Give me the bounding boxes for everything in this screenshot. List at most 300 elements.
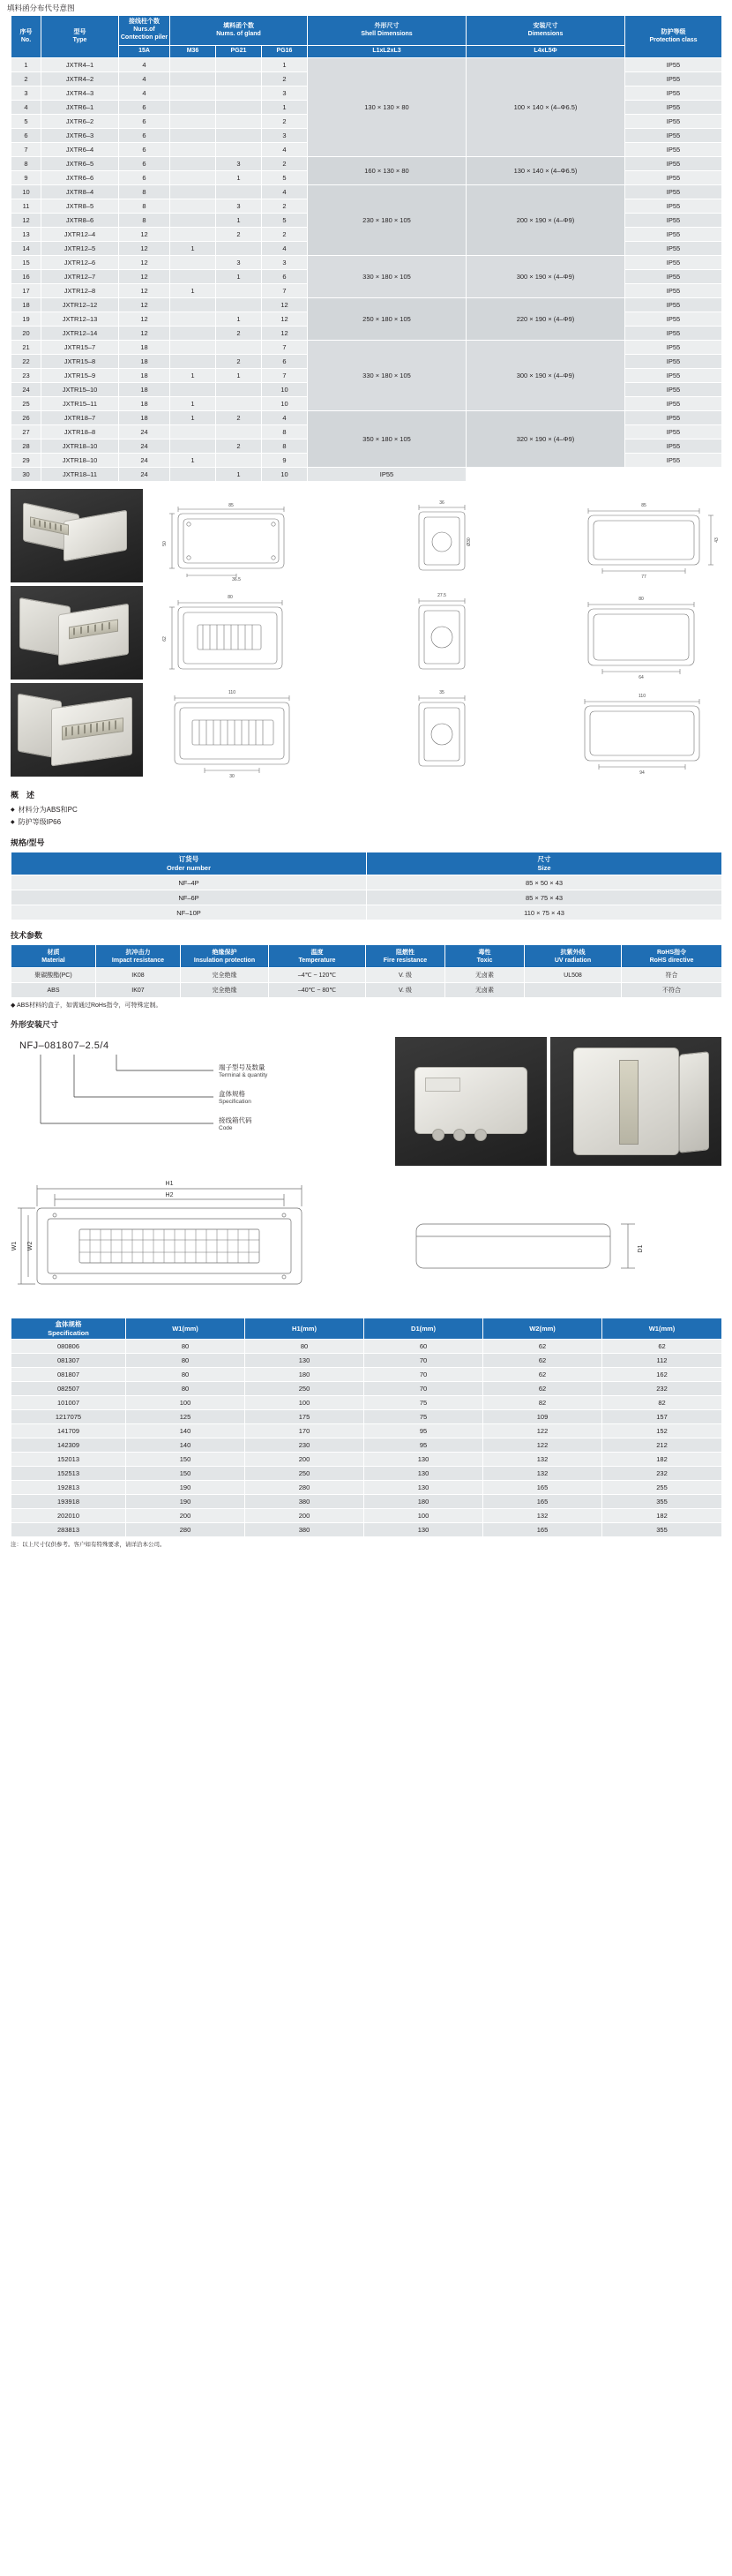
size-cell-10-2: 280 (245, 1481, 364, 1495)
spec-cell-pg21 (216, 129, 262, 143)
tech-header-en-3: Temperature (298, 957, 336, 964)
spec-cell-no: 19 (11, 312, 41, 327)
th-shell-en: Shell Dimensions (361, 30, 413, 37)
size-cell-5-1: 125 (126, 1410, 245, 1424)
size-cell-5-5: 157 (602, 1410, 722, 1424)
size-cell-1-2: 130 (245, 1354, 364, 1368)
drawing-row-1 (152, 489, 721, 586)
spec-cell-shell: 160 × 130 × 80 (308, 157, 467, 185)
spec-cell-no: 12 (11, 214, 41, 228)
size-cell-0-3: 60 (364, 1340, 483, 1354)
table-row (11, 905, 722, 920)
tech-cell-1-4: V. 级 (366, 983, 445, 998)
spec-cell-no: 7 (11, 143, 41, 157)
spec-cell-type: JXTR12–8 (41, 284, 119, 298)
order-section-title: 规格/型号 (11, 838, 45, 848)
tech-header-7 (622, 945, 722, 968)
svg-text:Ø30: Ø30 (466, 537, 472, 546)
th-protection-en: Protection class (649, 36, 698, 43)
spec-cell-15a: 18 (119, 355, 170, 369)
size-header-cn-1: W1(mm) (172, 1325, 198, 1333)
spec-cell-ip: IP55 (625, 383, 722, 397)
overview-bullet-1: ◆ 防护等级IP66 (11, 816, 732, 829)
spec-table (11, 15, 722, 482)
spec-cell-pg21: 1 (216, 468, 262, 482)
size-cell-0-5: 62 (602, 1340, 722, 1354)
tech-header-en-7: RoHS directive (649, 957, 694, 964)
spec-cell-m36 (170, 439, 216, 454)
spec-cell-15a: 8 (119, 214, 170, 228)
spec-cell-ip: IP55 (625, 199, 722, 214)
spec-cell-pg16: 3 (262, 86, 308, 101)
size-cell-11-1: 190 (126, 1495, 245, 1509)
size-cell-0-0: 080806 (11, 1340, 126, 1354)
legend-code-en: Code (219, 1124, 233, 1131)
th-terminal-cn: 接线柱个数 (129, 19, 160, 26)
footnote: 注：以上尺寸仅供参考。客户如有特殊要求，请详洽本公司。 (11, 1542, 166, 1549)
technical-drawings (152, 489, 721, 780)
size-cell-11-4: 165 (483, 1495, 602, 1509)
spec-cell-15a: 12 (119, 228, 170, 242)
spec-cell-pg16: 10 (262, 468, 308, 482)
size-cell-8-3: 130 (364, 1453, 483, 1467)
spec-cell-type: JXTR15–9 (41, 369, 119, 383)
spec-cell-pg21 (216, 397, 262, 411)
spec-cell-pg16: 12 (262, 312, 308, 327)
spec-cell-no: 17 (11, 284, 41, 298)
size-cell-12-4: 132 (483, 1509, 602, 1523)
spec-cell-ip: IP55 (625, 298, 722, 312)
spec-cell-mount: 320 × 190 × (4–Φ9) (467, 411, 625, 468)
spec-cell-pg21: 1 (216, 312, 262, 327)
tech-cell-0-1: IK08 (96, 968, 181, 983)
spec-cell-m36 (170, 312, 216, 327)
spec-cell-no: 21 (11, 341, 41, 355)
spec-cell-type: JXTR15–7 (41, 341, 119, 355)
table-row (11, 1424, 722, 1438)
size-cell-2-5: 162 (602, 1368, 722, 1382)
size-cell-12-3: 100 (364, 1509, 483, 1523)
spec-cell-no: 11 (11, 199, 41, 214)
spec-cell-ip: IP55 (625, 439, 722, 454)
spec-cell-no: 20 (11, 327, 41, 341)
size-cell-6-0: 141709 (11, 1424, 126, 1438)
spec-cell-type: JXTR6–4 (41, 143, 119, 157)
spec-cell-15a: 8 (119, 199, 170, 214)
size-cell-4-5: 82 (602, 1396, 722, 1410)
drawing-front-view (567, 489, 721, 586)
tech-header-0 (11, 945, 96, 968)
spec-cell-shell: 230 × 180 × 105 (308, 185, 467, 256)
spec-cell-type: JXTR8–4 (41, 185, 119, 199)
size-cell-1-5: 112 (602, 1354, 722, 1368)
tech-header-6 (525, 945, 622, 968)
th-type (41, 16, 119, 58)
spec-cell-pg16: 2 (262, 199, 308, 214)
spec-cell-pg16: 8 (262, 425, 308, 439)
spec-cell-15a: 6 (119, 115, 170, 129)
spec-cell-pg21: 1 (216, 171, 262, 185)
th-pg16: PG16 (262, 46, 308, 58)
drawing-front-view-2 (567, 586, 721, 683)
th-protection-cn: 防护等级 (661, 28, 686, 35)
size-cell-7-5: 212 (602, 1438, 722, 1453)
size-table (11, 1318, 722, 1537)
svg-text:27.5: 27.5 (437, 593, 446, 598)
spec-cell-ip: IP55 (625, 270, 722, 284)
spec-cell-15a: 8 (119, 185, 170, 199)
spec-cell-no: 5 (11, 115, 41, 129)
spec-cell-ip: IP55 (625, 157, 722, 171)
spec-cell-ip: IP55 (625, 341, 722, 355)
spec-cell-m36: 1 (170, 242, 216, 256)
spec-cell-pg21 (216, 101, 262, 115)
size-cell-11-2: 380 (245, 1495, 364, 1509)
spec-cell-mount: 130 × 140 × (4–Φ6.5) (467, 157, 625, 185)
spec-cell-15a: 12 (119, 284, 170, 298)
svg-text:85: 85 (228, 503, 234, 508)
spec-cell-type: JXTR4–3 (41, 86, 119, 101)
size-cell-0-2: 80 (245, 1340, 364, 1354)
table-row (11, 983, 722, 998)
svg-text:64: 64 (639, 675, 644, 680)
spec-cell-ip: IP55 (625, 171, 722, 185)
tech-cell-0-7: 符合 (622, 968, 722, 983)
th-mount-cn: 安装尺寸 (533, 22, 558, 29)
svg-text:36.5: 36.5 (232, 577, 241, 582)
tech-cell-1-0: ABS (11, 983, 96, 998)
spec-cell-ip: IP55 (625, 312, 722, 327)
spec-cell-15a: 4 (119, 58, 170, 72)
spec-cell-no: 23 (11, 369, 41, 383)
spec-cell-m36 (170, 115, 216, 129)
size-cell-11-5: 355 (602, 1495, 722, 1509)
legend-spec-en: Specification (219, 1098, 251, 1105)
svg-text:94: 94 (639, 770, 645, 776)
svg-text:36: 36 (438, 500, 444, 506)
size-cell-10-1: 190 (126, 1481, 245, 1495)
size-cell-7-0: 142309 (11, 1438, 126, 1453)
th-shell (308, 16, 467, 46)
tech-cell-0-6: UL508 (525, 968, 622, 983)
drawing-top-view (152, 489, 319, 586)
spec-cell-pg21 (216, 454, 262, 468)
tech-cell-0-2: 完全绝缘 (181, 968, 269, 983)
size-cell-1-3: 70 (364, 1354, 483, 1368)
spec-cell-pg16: 7 (262, 341, 308, 355)
spec-cell-m36: 1 (170, 411, 216, 425)
size-cell-2-3: 70 (364, 1368, 483, 1382)
spec-cell-15a: 6 (119, 157, 170, 171)
th-gland-en: Nums. of gland (216, 30, 261, 37)
page-title: 填料函分布代号意图 (7, 4, 75, 12)
size-cell-9-5: 232 (602, 1467, 722, 1481)
spec-cell-pg16: 5 (262, 171, 308, 185)
legend-terminal-en: Terminal & quantity (219, 1071, 268, 1078)
size-cell-11-0: 193918 (11, 1495, 126, 1509)
spec-cell-pg16: 2 (262, 115, 308, 129)
product-photo-2 (11, 586, 143, 680)
size-cell-8-4: 132 (483, 1453, 602, 1467)
size-header-en-0: Specification (48, 1328, 89, 1337)
tech-header-en-1: Impact resistance (111, 957, 165, 964)
svg-text:62: 62 (162, 636, 168, 642)
spec-cell-15a: 18 (119, 383, 170, 397)
tech-cell-1-3: –40℃ ~ 80℃ (269, 983, 366, 998)
spec-cell-m36 (170, 72, 216, 86)
spec-cell-pg16: 2 (262, 72, 308, 86)
tech-cell-0-0: 聚碳酸酯(PC) (11, 968, 96, 983)
size-cell-13-1: 280 (126, 1523, 245, 1537)
spec-cell-pg21 (216, 185, 262, 199)
size-cell-2-1: 80 (126, 1368, 245, 1382)
size-cell-5-3: 75 (364, 1410, 483, 1424)
size-cell-2-0: 081807 (11, 1368, 126, 1382)
spec-cell-15a: 6 (119, 129, 170, 143)
tech-header-row (11, 945, 722, 968)
spec-cell-15a: 6 (119, 101, 170, 115)
tech-cell-1-7: 不符合 (622, 983, 722, 998)
spec-cell-type: JXTR6–1 (41, 101, 119, 115)
spec-cell-ip: IP55 (625, 256, 722, 270)
svg-text:50: 50 (162, 541, 168, 546)
th-terminal-en: Nurs.of Contection piler (120, 26, 168, 41)
spec-cell-mount: 300 × 190 × (4–Φ9) (467, 341, 625, 411)
spec-cell-type: JXTR8–5 (41, 199, 119, 214)
spec-cell-pg16: 5 (262, 214, 308, 228)
drawing-row-3 (152, 683, 721, 780)
size-cell-9-1: 150 (126, 1467, 245, 1481)
spec-cell-type: JXTR6–5 (41, 157, 119, 171)
table-row (11, 968, 722, 983)
spec-cell-15a: 18 (119, 341, 170, 355)
spec-cell-pg21: 1 (216, 369, 262, 383)
spec-cell-no: 18 (11, 298, 41, 312)
spec-cell-pg16: 8 (262, 439, 308, 454)
tech-cell-1-1: IK07 (96, 983, 181, 998)
spec-cell-pg21 (216, 383, 262, 397)
table-row (11, 1453, 722, 1467)
spec-cell-mount: 220 × 190 × (4–Φ9) (467, 298, 625, 341)
drawing-row-2 (152, 586, 721, 683)
spec-cell-pg16: 3 (262, 256, 308, 270)
spec-cell-no: 4 (11, 101, 41, 115)
spec-cell-no: 8 (11, 157, 41, 171)
product-photo-open (550, 1037, 721, 1166)
spec-cell-pg16: 2 (262, 157, 308, 171)
spec-cell-pg21: 2 (216, 327, 262, 341)
spec-cell-ip: IP55 (625, 185, 722, 199)
svg-text:30: 30 (229, 774, 235, 778)
th-shell-cn: 外形尺寸 (374, 22, 400, 29)
th-terminal (119, 16, 170, 46)
tech-table-body (11, 968, 722, 998)
spec-cell-15a: 12 (119, 298, 170, 312)
size-cell-4-3: 75 (364, 1396, 483, 1410)
spec-cell-pg16: 2 (262, 228, 308, 242)
spec-cell-type: JXTR6–2 (41, 115, 119, 129)
spec-cell-m36: 1 (170, 454, 216, 468)
spec-cell-ip: IP55 (308, 468, 467, 482)
drawing-side-view-3 (400, 683, 488, 780)
spec-cell-15a: 12 (119, 270, 170, 284)
spec-cell-pg21: 3 (216, 199, 262, 214)
spec-cell-shell: 250 × 180 × 105 (308, 298, 467, 341)
tech-header-en-6: UV radiation (554, 957, 592, 964)
th-no (11, 16, 41, 58)
size-cell-3-3: 70 (364, 1382, 483, 1396)
size-cell-3-5: 232 (602, 1382, 722, 1396)
spec-table-body (11, 58, 722, 482)
drawing-side-view (400, 489, 488, 586)
spec-cell-15a: 24 (119, 439, 170, 454)
tech-header-5 (445, 945, 525, 968)
size-cell-10-5: 255 (602, 1481, 722, 1495)
tech-header-en-2: Insulation protection (193, 957, 256, 964)
size-header-5 (602, 1318, 722, 1340)
spec-cell-no: 22 (11, 355, 41, 369)
spec-cell-mount: 100 × 140 × (4–Φ6.5) (467, 58, 625, 157)
th-size-cn: 尺寸 (537, 854, 551, 863)
spec-cell-type: JXTR12–7 (41, 270, 119, 284)
spec-cell-no: 9 (11, 171, 41, 185)
table-row (11, 1438, 722, 1453)
product-photo-closed (395, 1037, 547, 1166)
table-row (11, 1467, 722, 1481)
spec-cell-pg16: 12 (262, 327, 308, 341)
size-cell-0-1: 80 (126, 1340, 245, 1354)
tech-header-cn-6: 抗紫外线 (560, 949, 586, 956)
spec-cell-pg16: 9 (262, 454, 308, 468)
spec-cell-type: JXTR15–8 (41, 355, 119, 369)
size-cell-11-3: 180 (364, 1495, 483, 1509)
spec-cell-pg16: 4 (262, 411, 308, 425)
drawing-side-view-2 (400, 586, 488, 683)
tech-cell-0-4: V. 级 (366, 968, 445, 983)
spec-cell-type: JXTR18–8 (41, 425, 119, 439)
size-cell-6-4: 122 (483, 1424, 602, 1438)
size-header-row (11, 1318, 722, 1340)
size-header-2 (245, 1318, 364, 1340)
spec-cell-m36 (170, 185, 216, 199)
spec-cell-type: JXTR15–11 (41, 397, 119, 411)
th-mount-en: Dimensions (527, 30, 564, 37)
spec-cell-pg21 (216, 341, 262, 355)
size-cell-9-4: 132 (483, 1467, 602, 1481)
spec-cell-no: 26 (11, 411, 41, 425)
table-row (11, 1509, 722, 1523)
table-row (11, 1354, 722, 1368)
table-row (11, 1382, 722, 1396)
spec-cell-ip: IP55 (625, 369, 722, 383)
legend-spec (219, 1090, 251, 1106)
table-row (11, 890, 722, 905)
th-15a: 15A (119, 46, 170, 58)
spec-cell-no: 25 (11, 397, 41, 411)
spec-cell-no: 15 (11, 256, 41, 270)
spec-cell-pg16: 6 (262, 270, 308, 284)
table-row (11, 185, 722, 199)
spec-cell-pg16: 4 (262, 242, 308, 256)
spec-cell-no: 29 (11, 454, 41, 468)
spec-cell-m36 (170, 58, 216, 72)
size-cell-12-2: 200 (245, 1509, 364, 1523)
tech-header-cn-2: 绝缘保护 (212, 949, 237, 956)
tech-table (11, 944, 722, 998)
tech-header-cn-7: RoHS指令 (656, 949, 687, 956)
size-cell-12-0: 202010 (11, 1509, 126, 1523)
spec-cell-type: JXTR6–3 (41, 129, 119, 143)
code-breakdown (11, 1035, 721, 1168)
dimension-drawing (11, 1171, 721, 1312)
drawing-front-view-3 (567, 683, 721, 780)
spec-cell-no: 28 (11, 439, 41, 454)
size-cell-4-2: 100 (245, 1396, 364, 1410)
spec-cell-pg21: 1 (216, 270, 262, 284)
spec-cell-pg21: 2 (216, 439, 262, 454)
spec-cell-ip: IP55 (625, 425, 722, 439)
code-section-title: 外形安装尺寸 (11, 1020, 59, 1030)
spec-cell-type: JXTR18–11 (41, 468, 119, 482)
spec-cell-15a: 18 (119, 397, 170, 411)
spec-cell-pg16: 12 (262, 298, 308, 312)
spec-cell-ip: IP55 (625, 228, 722, 242)
spec-cell-m36: 1 (170, 397, 216, 411)
legend-terminal (219, 1063, 267, 1079)
size-cell-3-1: 80 (126, 1382, 245, 1396)
table-row (11, 256, 722, 270)
tech-header-cn-4: 阻燃性 (396, 949, 415, 956)
th-no-en: No. (20, 36, 32, 43)
spec-cell-no: 13 (11, 228, 41, 242)
label-h1: H1 (165, 1181, 174, 1188)
order-cell-number: NF–4P (11, 875, 367, 890)
order-cell-size: 85 × 75 × 43 (367, 890, 722, 905)
size-cell-6-3: 95 (364, 1424, 483, 1438)
spec-cell-pg16: 4 (262, 143, 308, 157)
size-cell-5-4: 109 (483, 1410, 602, 1424)
size-cell-8-0: 152013 (11, 1453, 126, 1467)
spec-cell-type: JXTR12–12 (41, 298, 119, 312)
spec-cell-pg21 (216, 58, 262, 72)
size-cell-2-4: 62 (483, 1368, 602, 1382)
size-header-cn-4: W2(mm) (529, 1325, 556, 1333)
th-size-en: Size (537, 863, 551, 872)
th-order-en: Order number (166, 863, 211, 872)
spec-cell-mount: 200 × 190 × (4–Φ9) (467, 185, 625, 256)
th-order-number (11, 852, 367, 875)
svg-text:85: 85 (641, 503, 646, 508)
spec-cell-pg21 (216, 242, 262, 256)
tech-section-title: 技术参数 (11, 931, 43, 941)
spec-cell-type: JXTR12–4 (41, 228, 119, 242)
table-row (11, 157, 722, 171)
spec-cell-m36 (170, 425, 216, 439)
spec-cell-type: JXTR18–10 (41, 454, 119, 468)
spec-cell-15a: 18 (119, 411, 170, 425)
size-cell-2-2: 180 (245, 1368, 364, 1382)
size-cell-12-5: 182 (602, 1509, 722, 1523)
table-row (11, 1495, 722, 1509)
svg-text:77: 77 (641, 575, 646, 580)
spec-cell-no: 16 (11, 270, 41, 284)
size-cell-3-4: 62 (483, 1382, 602, 1396)
spec-cell-type: JXTR12–13 (41, 312, 119, 327)
spec-cell-pg21 (216, 298, 262, 312)
spec-cell-type: JXTR18–7 (41, 411, 119, 425)
spec-cell-pg21: 2 (216, 355, 262, 369)
size-cell-1-0: 081307 (11, 1354, 126, 1368)
